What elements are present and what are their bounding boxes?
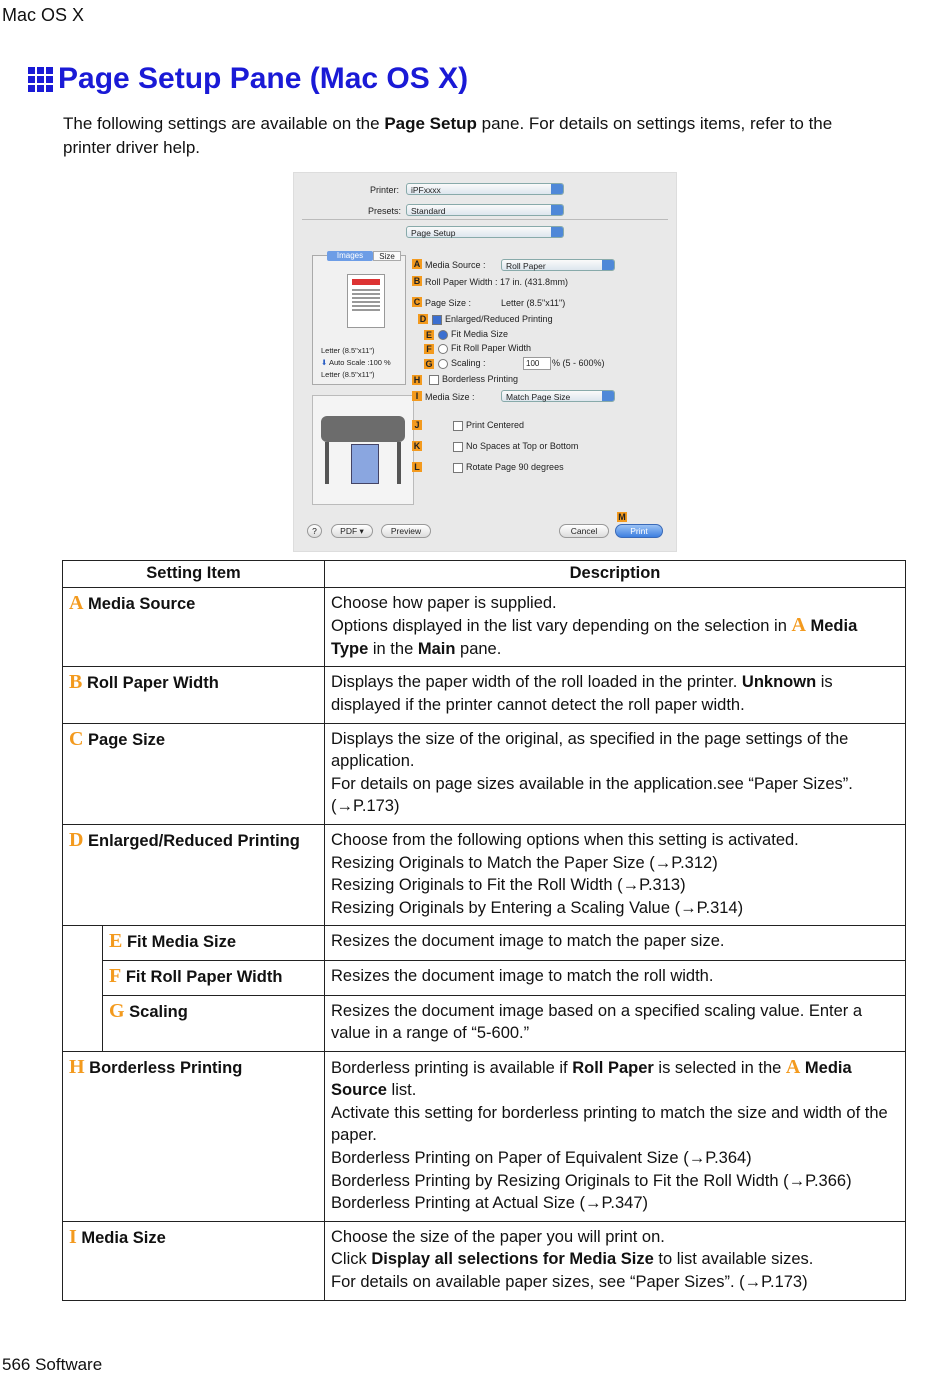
scaling-range: % (5 - 600%) — [552, 358, 605, 368]
settings-table — [62, 560, 906, 1301]
badge-b: B — [413, 276, 421, 286]
media-size-label: Media Size : — [425, 392, 475, 402]
page-setup-dialog — [293, 172, 677, 552]
table-row: B Roll Paper Width Displays the paper width of the roll loaded in the printer. Unknown is displayed if the printer cannot detect the roll paper width. — [63, 667, 906, 723]
page-size-value: Letter (8.5"x11") — [501, 298, 566, 308]
table-row: F Fit Roll Paper Width Resizes the document image to match the roll width. — [63, 960, 906, 995]
print-button[interactable]: Print — [615, 524, 663, 538]
badge-l: L — [412, 462, 422, 472]
presets-label: Presets: — [368, 206, 402, 216]
badge-h: H — [413, 375, 421, 385]
page-header: Mac OS X — [2, 5, 85, 25]
badge-g: G — [425, 359, 433, 369]
help-button[interactable]: ? — [307, 524, 322, 538]
section-title-row — [28, 62, 468, 96]
no-spaces-checkbox[interactable]: No Spaces at Top or Bottom — [453, 441, 578, 452]
badge-j: J — [412, 420, 422, 430]
enlarged-checkbox[interactable]: Enlarged/Reduced Printing — [432, 314, 553, 325]
badge-k: K — [413, 441, 421, 451]
media-size-popup[interactable]: Match Page Size — [501, 390, 615, 402]
badge-i: I — [412, 391, 422, 401]
printer-illustration — [312, 395, 414, 505]
table-row: E Fit Media Size Resizes the document image to match the paper size. — [63, 926, 906, 961]
printer-label: Printer: — [370, 185, 400, 195]
page-title: Page Setup Pane (Mac OS X) — [58, 62, 469, 95]
page-preview-thumb — [347, 274, 385, 328]
rotate-checkbox[interactable]: Rotate Page 90 degrees — [453, 462, 564, 473]
preview-info: Letter (8.5"x11") ⬇ Auto Scale :100 % Letter (8.5"x11") — [321, 346, 391, 379]
fit-roll-radio[interactable]: Fit Roll Paper Width — [438, 343, 531, 354]
tab-images[interactable]: Images — [327, 251, 373, 261]
badge-e: E — [425, 330, 432, 340]
badge-a: A — [413, 259, 421, 269]
cancel-button[interactable]: Cancel — [559, 524, 609, 538]
roll-width-text: Roll Paper Width : 17 in. (431.8mm) — [425, 277, 569, 287]
badge-f: F — [424, 344, 434, 354]
pane-popup[interactable]: Page Setup — [406, 226, 564, 238]
print-centered-checkbox[interactable]: Print Centered — [453, 420, 524, 431]
table-row: I Media Size Choose the size of the paper you will print on. Click Display all selections for Media Size to list available sizes. For details on available paper sizes, see “Paper Sizes”. (→P.173) — [63, 1221, 906, 1300]
media-source-popup[interactable]: Roll Paper — [501, 259, 615, 271]
printer-popup[interactable]: iPFxxxx — [406, 183, 564, 195]
table-row: C Page Size Displays the size of the original, as specified in the page settings of the application. For details on page sizes available in the application.see “Paper Sizes”. (→P.173) — [63, 723, 906, 824]
intro-paragraph: The following settings are available on the Page Setup pane. For details on settings items, refer to the printer driver help. — [63, 114, 833, 157]
table-row: G Scaling Resizes the document image based on a specified scaling value. Enter a value in a range of “5-600.” — [63, 995, 906, 1051]
page-footer: 566 Software — [2, 1355, 103, 1374]
scaling-input[interactable]: 100 — [523, 357, 551, 370]
badge-d: D — [419, 314, 427, 324]
badge-c: C — [413, 297, 421, 307]
badge-m: M — [618, 512, 626, 522]
fit-media-radio[interactable]: Fit Media Size — [438, 329, 508, 340]
table-header-row — [63, 561, 906, 588]
header-description: Description — [325, 561, 906, 588]
grid-icon — [28, 67, 53, 92]
header-setting-item: Setting Item — [63, 561, 325, 588]
table-row: H Borderless Printing Borderless printing is available if Roll Paper is selected in the A Media Source list. Activate this setting for borderless printing to match the size and width of the paper. Borderless Printing on Paper of Equivalent Size (→P.364) Borderless Printing by Resizing Originals to Fit the Roll Width (→P.366) Borderless Printing at Actual Size (→P.347) — [63, 1051, 906, 1221]
table-row: A Media Source Choose how paper is supplied. Options displayed in the list vary depending on the selection in A Media Type in the Main pane. — [63, 587, 906, 667]
table-row: D Enlarged/Reduced Printing Choose from the following options when this setting is activated. Resizing Originals to Match the Paper Size (→P.312) Resizing Originals to Fit the Roll Width (→P.313) Resizing Originals by Entering a Scaling Value (→P.314) — [63, 824, 906, 925]
pdf-button[interactable]: PDF ▾ — [331, 524, 373, 538]
media-source-label: Media Source : — [425, 260, 486, 270]
scaling-radio[interactable]: Scaling : — [438, 358, 486, 369]
divider — [302, 219, 668, 220]
presets-popup[interactable]: Standard — [406, 204, 564, 216]
page-size-label: Page Size : — [425, 298, 472, 308]
borderless-checkbox[interactable]: Borderless Printing — [429, 374, 518, 385]
preview-button[interactable]: Preview — [381, 524, 431, 538]
tab-size[interactable]: Size — [373, 251, 401, 261]
preview-panel — [312, 251, 406, 385]
